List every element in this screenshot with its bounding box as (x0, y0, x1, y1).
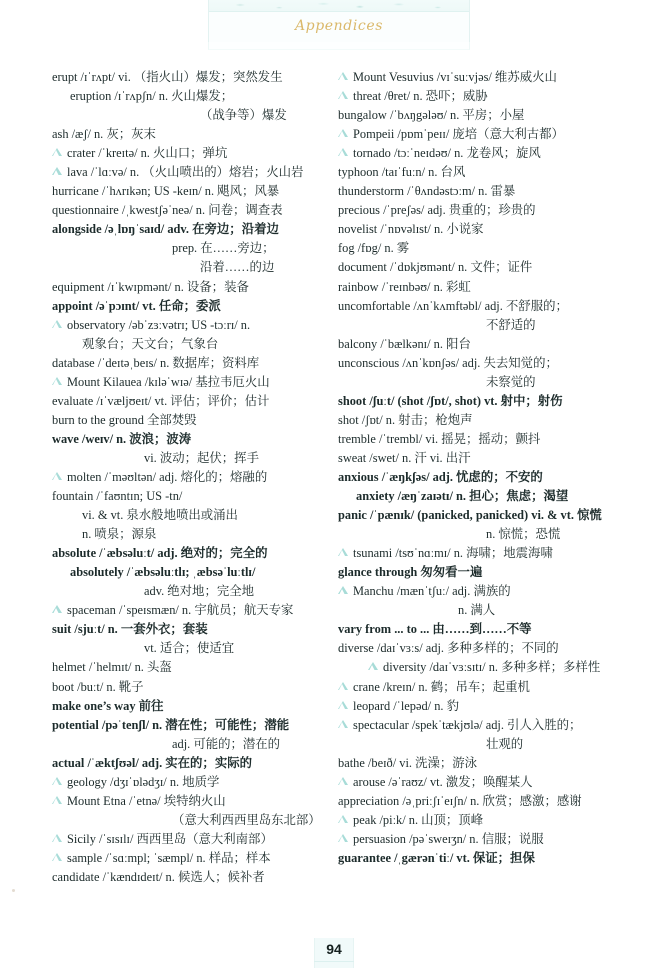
vocabulary-entry (338, 506, 628, 525)
entry-text: suit /sjuːt/ n. 一套外衣；套装 (52, 622, 208, 637)
vocabulary-entry (338, 544, 628, 563)
entry-text: spectacular /spekˈtækjʊlə/ adj. 引人入胜的； (353, 717, 582, 732)
vocabulary-entry (52, 792, 342, 811)
vocabulary-entry (338, 697, 628, 716)
triangle-marker-icon (52, 605, 62, 613)
vocabulary-entry (338, 106, 628, 125)
vocabulary-entry (338, 620, 628, 639)
entry-text: rainbow /ˈreɪnbəʊ/ n. 彩虹 (338, 279, 471, 294)
entry-text: appreciation /əˌpriːʃɪˈeɪʃn/ n. 欣赏；感激；感谢 (338, 793, 582, 808)
vocabulary-entry (338, 468, 628, 487)
entry-text: shoot /ʃuːt/ (shot /ʃɒt/, shot) vt. 射中；射伤 (338, 393, 563, 408)
page-number: 94 (314, 938, 354, 968)
triangle-marker-icon (52, 796, 62, 804)
vocabulary-entry (338, 239, 628, 258)
entry-text: n. 惊慌；恐慌 (486, 527, 561, 542)
vocabulary-entry (52, 392, 342, 411)
entry-text: prep. 在……旁边； (172, 241, 275, 256)
header-underline (208, 42, 470, 50)
entry-text: equipment /ɪˈkwɪpmənt/ n. 设备；装备 (52, 279, 249, 294)
entry-text: arouse /əˈraʊz/ vt. 激发；唤醒某人 (353, 774, 533, 789)
vocabulary-entry (338, 601, 628, 620)
vocabulary-entry (52, 411, 342, 430)
triangle-marker-icon (338, 148, 348, 156)
vocabulary-entry (338, 525, 628, 544)
vocabulary-entry (338, 297, 628, 316)
entry-text: document /ˈdɒkjʊmənt/ n. 文件；证件 (338, 260, 533, 275)
vocabulary-entry (338, 201, 628, 220)
entry-text: candidate /ˈkændɪdeɪt/ n. 候选人；候补者 (52, 869, 265, 884)
entry-text: hurricane /ˈhʌrɪkən; US -keɪn/ n. 飓风；风暴 (52, 184, 280, 199)
vocabulary-entry (52, 601, 342, 620)
entry-text: panic /ˈpænɪk/ (panicked, panicked) vi. & vt. 惊慌 (338, 508, 602, 523)
entry-text: adv. 绝对地；完全地 (144, 584, 255, 599)
vocabulary-entry (52, 678, 342, 697)
entry-text: Sicily /ˈsɪsɪlɪ/ 西西里岛（意大利南部） (67, 831, 273, 846)
vocabulary-entry (52, 220, 342, 239)
entry-text: adj. 可能的；潜在的 (172, 736, 281, 751)
vocabulary-entry (52, 373, 342, 392)
entry-text: observatory /əbˈzɜːvətrɪ; US -tɔːrɪ/ n. (67, 317, 251, 332)
vocabulary-entry (52, 201, 342, 220)
vocabulary-entry (52, 735, 342, 754)
entry-text: evaluate /ɪˈvæljʊeɪt/ vt. 评估；评价；估计 (52, 393, 270, 408)
entry-text: erupt /ɪˈrʌpt/ vi. （指火山）爆发；突然发生 (52, 70, 283, 84)
entry-text: boot /buːt/ n. 靴子 (52, 679, 144, 694)
vocabulary-entry (52, 449, 342, 468)
entry-text: typhoon /taɪˈfuːn/ n. 台风 (338, 165, 466, 180)
entry-text: make one’s way 前往 (52, 698, 164, 713)
vocabulary-entry (338, 849, 628, 868)
triangle-marker-icon (338, 815, 348, 823)
entry-text: spaceman /ˈspeɪsmæn/ n. 宇航员；航天专家 (67, 603, 294, 618)
vocabulary-entry (338, 716, 628, 735)
vocabulary-entry (52, 278, 342, 297)
triangle-marker-icon (338, 720, 348, 728)
vocabulary-entry (338, 430, 628, 449)
vocabulary-entry (338, 220, 628, 239)
entry-text: vt. 适合；使适宜 (144, 641, 235, 656)
vocabulary-entry (52, 830, 342, 849)
vocabulary-entry (52, 544, 342, 563)
entry-text: potential /pəˈtenʃl/ n. 潜在性；可能性；潜能 (52, 717, 290, 732)
entry-text: ash /æʃ/ n. 灰；灰末 (52, 127, 156, 142)
vocabulary-entry (52, 487, 342, 506)
vocabulary-entry (338, 182, 628, 201)
vocabulary-entry (338, 144, 628, 163)
entry-text: absolute /ˈæbsəluːt/ adj. 绝对的；完全的 (52, 546, 268, 561)
vocabulary-entry (338, 811, 628, 830)
vocabulary-entry (52, 106, 342, 125)
vocabulary-entry (52, 430, 342, 449)
entry-text: crane /kreɪn/ n. 鹤；吊车；起重机 (353, 679, 530, 694)
entry-text: threat /θret/ n. 恐吓；威胁 (353, 89, 488, 104)
vocabulary-entry (52, 525, 342, 544)
entry-text: 不舒适的 (486, 317, 536, 332)
triangle-marker-icon (338, 548, 348, 556)
vocabulary-entry (52, 620, 342, 639)
vocabulary-entry (338, 392, 628, 411)
entry-text: n. 喷泉；源泉 (82, 527, 157, 542)
vocabulary-entry (52, 468, 342, 487)
entry-text: crater /ˈkreɪtə/ n. 火山口；弹坑 (67, 146, 228, 161)
entry-text: diverse /daɪˈvɜːs/ adj. 多种多样的；不同的 (338, 641, 559, 656)
entry-text: persuasion /pəˈsweɪʒn/ n. 信服；说服 (353, 831, 544, 846)
entry-text: 沿着……的边 (200, 260, 275, 275)
margin-speck (12, 889, 15, 892)
vocabulary-entry (52, 811, 342, 830)
triangle-marker-icon (338, 72, 348, 80)
entry-text: 壮观的 (486, 736, 524, 751)
vocabulary-entry (52, 658, 342, 677)
vocabulary-entry (338, 278, 628, 297)
entry-text: vary from ... to ... 由……到……不等 (338, 622, 532, 637)
vocabulary-column-left (52, 68, 342, 887)
entry-text: geology /dʒɪˈɒlədʒɪ/ n. 地质学 (67, 774, 220, 789)
entry-text: absolutely /ˈæbsəluːtlɪ; ˌæbsəˈluːtlɪ/ (70, 565, 256, 580)
page-number-rule (314, 961, 354, 962)
triangle-marker-icon (52, 320, 62, 328)
entry-text: unconscious /ʌnˈkɒnʃəs/ adj. 失去知觉的； (338, 355, 558, 370)
entry-text: peak /piːk/ n. 山顶；顶峰 (353, 812, 484, 827)
entry-text: helmet /ˈhelmɪt/ n. 头盔 (52, 660, 172, 675)
vocabulary-entry (338, 87, 628, 106)
vocabulary-entry (52, 506, 342, 525)
entry-text: molten /ˈməʊltən/ adj. 熔化的；熔融的 (67, 469, 268, 484)
entry-text: appoint /əˈpɔɪnt/ vt. 任命；委派 (52, 298, 221, 313)
vocabulary-entry (338, 773, 628, 792)
vocabulary-entry (52, 639, 342, 658)
entry-text: balcony /ˈbælkənɪ/ n. 阳台 (338, 336, 471, 351)
vocabulary-entry (338, 735, 628, 754)
vocabulary-entry (338, 68, 628, 87)
vocabulary-entry (338, 582, 628, 601)
vocabulary-entry (52, 239, 342, 258)
vocabulary-entry (52, 297, 342, 316)
vocabulary-entry (338, 563, 628, 582)
vocabulary-entry (52, 144, 342, 163)
entry-text: tornado /tɔːˈneɪdəʊ/ n. 龙卷风；旋风 (353, 146, 541, 161)
vocabulary-column-right (338, 68, 628, 868)
vocabulary-entry (338, 373, 628, 392)
vocabulary-entry (338, 411, 628, 430)
vocabulary-entry (338, 335, 628, 354)
entry-text: Mount Kilauea /kɪləˈwɪə/ 基拉韦厄火山 (67, 374, 270, 389)
vocabulary-entry (338, 258, 628, 277)
triangle-marker-icon (338, 682, 348, 690)
vocabulary-entry (52, 316, 342, 335)
entry-text: （战争等）爆发 (200, 108, 287, 123)
entry-text: actual /ˈæktʃʊəl/ adj. 实在的；实际的 (52, 755, 252, 770)
entry-text: Manchu /mænˈtʃuː/ adj. 满族的 (353, 584, 511, 599)
vocabulary-entry (338, 658, 628, 677)
entry-text: guarantee /ˌgærənˈtiː/ vt. 保证；担保 (338, 850, 535, 865)
entry-text: diversity /daɪˈvɜːsɪtɪ/ n. 多种多样；多样性 (383, 660, 601, 675)
vocabulary-entry (52, 87, 342, 106)
vocabulary-entry (52, 258, 342, 277)
entry-text: n. 满人 (458, 603, 496, 618)
entry-text: wave /weɪv/ n. 波浪；波涛 (52, 431, 192, 446)
vocabulary-entry (338, 792, 628, 811)
entry-text: 观象台；天文台；气象台 (82, 336, 219, 351)
vocabulary-entry (52, 125, 342, 144)
vocabulary-entry (338, 354, 628, 373)
triangle-marker-icon (368, 662, 378, 670)
vocabulary-entry (52, 582, 342, 601)
triangle-marker-icon (52, 167, 62, 175)
entry-text: Mount Etna /ˈetnə/ 埃特纳火山 (67, 793, 226, 808)
vocabulary-entry (338, 678, 628, 697)
vocabulary-entry (338, 487, 628, 506)
entry-text: novelist /ˈnɒvəlɪst/ n. 小说家 (338, 222, 484, 237)
vocabulary-entry (338, 125, 628, 144)
vocabulary-entry (52, 754, 342, 773)
triangle-marker-icon (338, 701, 348, 709)
vocabulary-entry (52, 868, 342, 887)
entry-text: leopard /ˈlepəd/ n. 豹 (353, 698, 459, 713)
vocabulary-entry (338, 316, 628, 335)
entry-text: lava /ˈlɑːvə/ n. （火山喷出的）熔岩；火山岩 (67, 165, 304, 180)
entry-text: tsunami /tsʊˈnɑːmɪ/ n. 海啸；地震海啸 (353, 546, 553, 561)
vocabulary-entry (52, 773, 342, 792)
entry-text: sweat /swet/ n. 汗 vi. 出汗 (338, 450, 471, 465)
entry-text: Mount Vesuvius /vɪˈsuːvjəs/ 维苏威火山 (353, 70, 557, 84)
triangle-marker-icon (338, 586, 348, 594)
entry-text: uncomfortable /ʌnˈkʌmftəbl/ adj. 不舒服的； (338, 298, 568, 313)
entry-text: tremble /ˈtrembl/ vi. 摇晃；摇动；颤抖 (338, 431, 541, 446)
vocabulary-entry (338, 449, 628, 468)
entry-text: Pompeii /pɒmˈpeɪɪ/ 庞培（意大利古都） (353, 127, 564, 142)
vocabulary-entry (338, 163, 628, 182)
triangle-marker-icon (338, 834, 348, 842)
entry-text: vi. & vt. 泉水般地喷出或涌出 (82, 508, 238, 523)
entry-text: fountain /ˈfaʊntɪn; US -tn/ (52, 489, 183, 504)
vocabulary-entry (52, 697, 342, 716)
entry-text: 未察觉的 (486, 374, 536, 389)
entry-text: bathe /beɪð/ vi. 洗澡；游泳 (338, 755, 478, 770)
triangle-marker-icon (338, 91, 348, 99)
entry-text: bungalow /ˈbʌŋgələʊ/ n. 平房；小屋 (338, 108, 525, 123)
triangle-marker-icon (52, 834, 62, 842)
entry-text: eruption /ɪˈrʌpʃn/ n. 火山爆发； (70, 89, 234, 104)
vocabulary-entry (52, 716, 342, 735)
triangle-marker-icon (52, 777, 62, 785)
entry-text: burn to the ground 全部焚毁 (52, 412, 197, 427)
entry-text: database /ˈdeɪtəˌbeɪs/ n. 数据库；资料库 (52, 355, 260, 370)
entry-text: glance through 匆匆看一遍 (338, 565, 483, 580)
vocabulary-entry (52, 182, 342, 201)
vocabulary-entry (52, 354, 342, 373)
entry-text: alongside /əˌlɒŋˈsaɪd/ adv. 在旁边；沿着边 (52, 222, 279, 237)
page-title: Appendices (294, 18, 384, 34)
vocabulary-entry (52, 849, 342, 868)
vocabulary-entry (52, 68, 342, 87)
triangle-marker-icon (52, 377, 62, 385)
triangle-marker-icon (52, 472, 62, 480)
entry-text: （意大利西西里岛东北部） (172, 812, 321, 827)
page-header-band (208, 0, 470, 42)
entry-text: anxiety /æŋˈzaɪətɪ/ n. 担心；焦虑；渴望 (356, 489, 569, 504)
entry-text: thunderstorm /ˈθʌndəstɔːm/ n. 雷暴 (338, 184, 516, 199)
vocabulary-entry (52, 335, 342, 354)
entry-text: sample /ˈsɑːmpl; ˈsæmpl/ n. 样品；样本 (67, 850, 271, 865)
entry-text: anxious /ˈæŋkʃəs/ adj. 忧虑的；不安的 (338, 469, 543, 484)
triangle-marker-icon (52, 853, 62, 861)
entry-text: questionnaire /ˌkwestʃəˈneə/ n. 问卷；调查表 (52, 203, 283, 218)
vocabulary-entry (338, 830, 628, 849)
triangle-marker-icon (52, 148, 62, 156)
entry-text: shot /ʃɒt/ n. 射击；枪炮声 (338, 412, 473, 427)
entry-text: precious /ˈpreʃəs/ adj. 贵重的；珍贵的 (338, 203, 536, 218)
entry-text: vi. 波动；起伏；挥手 (144, 450, 259, 465)
entry-text: fog /fɒg/ n. 雾 (338, 241, 410, 256)
triangle-marker-icon (338, 129, 348, 137)
vocabulary-entry (52, 163, 342, 182)
vocabulary-entry (338, 639, 628, 658)
triangle-marker-icon (338, 777, 348, 785)
vocabulary-entry (52, 563, 342, 582)
vocabulary-entry (338, 754, 628, 773)
